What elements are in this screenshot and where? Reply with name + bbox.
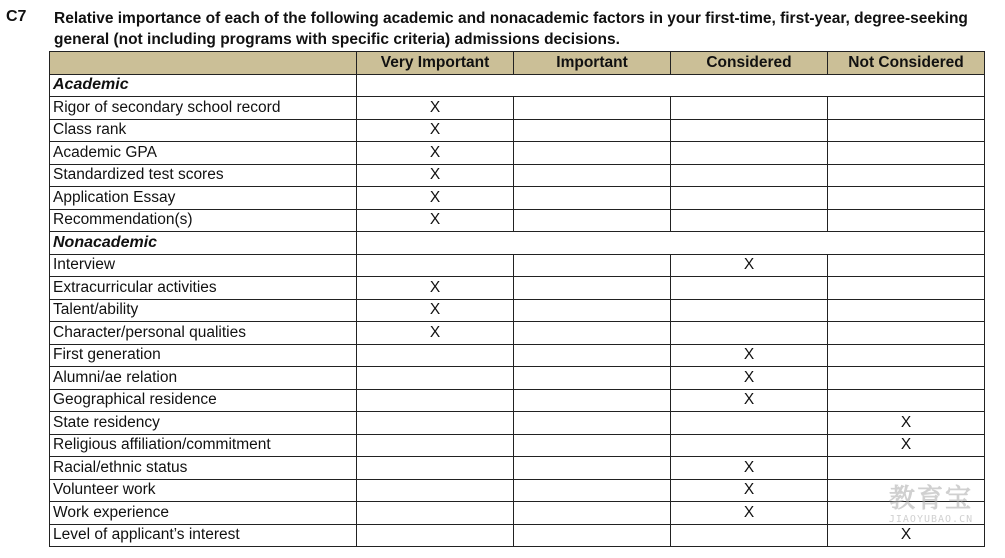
rating-cell — [828, 299, 985, 322]
rating-cell — [514, 412, 671, 435]
factor-label: Extracurricular activities — [50, 277, 357, 300]
column-header-very-important: Very Important — [357, 52, 514, 75]
rating-cell — [828, 97, 985, 120]
rating-cell — [671, 119, 828, 142]
rating-cell — [514, 97, 671, 120]
rating-cell — [514, 142, 671, 165]
rating-cell: X — [671, 502, 828, 525]
rating-cell: X — [357, 299, 514, 322]
rating-cell — [828, 277, 985, 300]
rating-cell — [671, 299, 828, 322]
category-spacer — [357, 232, 985, 255]
factor-label: Racial/ethnic status — [50, 457, 357, 480]
rating-cell — [671, 277, 828, 300]
rating-cell: X — [671, 344, 828, 367]
table-row — [50, 164, 985, 187]
rating-cell: X — [828, 412, 985, 435]
rating-cell — [357, 524, 514, 547]
rating-cell — [828, 164, 985, 187]
category-label: Nonacademic — [50, 232, 357, 255]
rating-cell — [828, 254, 985, 277]
rating-cell — [514, 209, 671, 232]
watermark-text-en: JIAOYUBAO.CN — [888, 514, 974, 525]
category-spacer — [357, 74, 985, 97]
rating-cell — [828, 389, 985, 412]
rating-cell — [357, 457, 514, 480]
rating-cell — [828, 322, 985, 345]
rating-cell — [828, 344, 985, 367]
category-row — [50, 74, 985, 97]
table-row — [50, 187, 985, 210]
rating-cell — [828, 479, 985, 502]
rating-cell — [357, 367, 514, 390]
factor-label: Level of applicant’s interest — [50, 524, 357, 547]
factor-label: Geographical residence — [50, 389, 357, 412]
rating-cell — [357, 344, 514, 367]
rating-cell — [357, 479, 514, 502]
rating-cell: X — [671, 479, 828, 502]
rating-cell: X — [671, 367, 828, 390]
rating-cell: X — [357, 119, 514, 142]
factor-label: Standardized test scores — [50, 164, 357, 187]
factor-label: Academic GPA — [50, 142, 357, 165]
rating-cell — [514, 389, 671, 412]
rating-cell — [828, 119, 985, 142]
rating-cell: X — [671, 254, 828, 277]
rating-cell — [514, 344, 671, 367]
rating-cell: X — [357, 164, 514, 187]
factor-label: Rigor of secondary school record — [50, 97, 357, 120]
factor-label: Work experience — [50, 502, 357, 525]
table-row — [50, 524, 985, 547]
column-header-not-considered: Not Considered — [828, 52, 985, 75]
rating-cell — [514, 367, 671, 390]
rating-cell — [514, 524, 671, 547]
table-row — [50, 344, 985, 367]
rating-cell — [514, 164, 671, 187]
category-row — [50, 232, 985, 255]
admissions-factors-table — [49, 51, 985, 547]
table-row — [50, 367, 985, 390]
rating-cell — [671, 209, 828, 232]
rating-cell — [514, 322, 671, 345]
rating-cell — [828, 142, 985, 165]
column-header-considered: Considered — [671, 52, 828, 75]
rating-cell — [671, 187, 828, 210]
column-header-factor — [50, 52, 357, 75]
rating-cell: X — [357, 209, 514, 232]
rating-cell — [357, 434, 514, 457]
rating-cell — [514, 119, 671, 142]
rating-cell — [514, 434, 671, 457]
rating-cell — [671, 164, 828, 187]
rating-cell: X — [828, 524, 985, 547]
header-row — [50, 52, 985, 75]
rating-cell: X — [357, 277, 514, 300]
factor-label: Character/personal qualities — [50, 322, 357, 345]
rating-cell — [671, 524, 828, 547]
rating-cell: X — [357, 187, 514, 210]
rating-cell — [357, 389, 514, 412]
rating-cell: X — [357, 142, 514, 165]
rating-cell: X — [828, 434, 985, 457]
category-label: Academic — [50, 74, 357, 97]
factor-label: Application Essay — [50, 187, 357, 210]
table-row — [50, 389, 985, 412]
table-row — [50, 479, 985, 502]
rating-cell — [671, 322, 828, 345]
table-body — [50, 74, 985, 547]
rating-cell: X — [671, 457, 828, 480]
rating-cell: X — [357, 97, 514, 120]
factor-label: Alumni/ae relation — [50, 367, 357, 390]
factor-label: Interview — [50, 254, 357, 277]
rating-cell — [357, 502, 514, 525]
factor-label: Volunteer work — [50, 479, 357, 502]
table-row — [50, 277, 985, 300]
factor-label: Class rank — [50, 119, 357, 142]
table-row — [50, 299, 985, 322]
rating-cell — [514, 277, 671, 300]
question-text: Relative importance of each of the following academic and nonacademic factors in your first-time, first-year, degree-seeking general (not including programs with specific criteria) admissions decisions. — [54, 10, 968, 48]
rating-cell: X — [671, 389, 828, 412]
rating-cell — [828, 502, 985, 525]
factor-label: Recommendation(s) — [50, 209, 357, 232]
table-row — [50, 209, 985, 232]
factor-label: Religious affiliation/commitment — [50, 434, 357, 457]
rating-cell — [514, 479, 671, 502]
table-row — [50, 457, 985, 480]
watermark-text-cn: 教育宝 — [888, 484, 973, 514]
column-header-important: Important — [514, 52, 671, 75]
rating-cell — [828, 209, 985, 232]
table-row — [50, 142, 985, 165]
factor-label: State residency — [50, 412, 357, 435]
rating-cell — [514, 457, 671, 480]
rating-cell — [828, 457, 985, 480]
table-row — [50, 322, 985, 345]
table-row — [50, 502, 985, 525]
table-row — [50, 412, 985, 435]
rating-cell — [514, 187, 671, 210]
table-row — [50, 97, 985, 120]
factor-label: First generation — [50, 344, 357, 367]
rating-cell — [671, 434, 828, 457]
section-code: C7 — [6, 8, 27, 25]
rating-cell — [357, 254, 514, 277]
rating-cell — [828, 367, 985, 390]
rating-cell: X — [357, 322, 514, 345]
rating-cell — [514, 254, 671, 277]
rating-cell — [671, 97, 828, 120]
factor-label: Talent/ability — [50, 299, 357, 322]
rating-cell — [671, 142, 828, 165]
table-row — [50, 119, 985, 142]
table-row — [50, 434, 985, 457]
rating-cell — [514, 502, 671, 525]
table-row — [50, 254, 985, 277]
rating-cell — [828, 187, 985, 210]
rating-cell — [671, 412, 828, 435]
rating-cell — [514, 299, 671, 322]
rating-cell — [357, 412, 514, 435]
